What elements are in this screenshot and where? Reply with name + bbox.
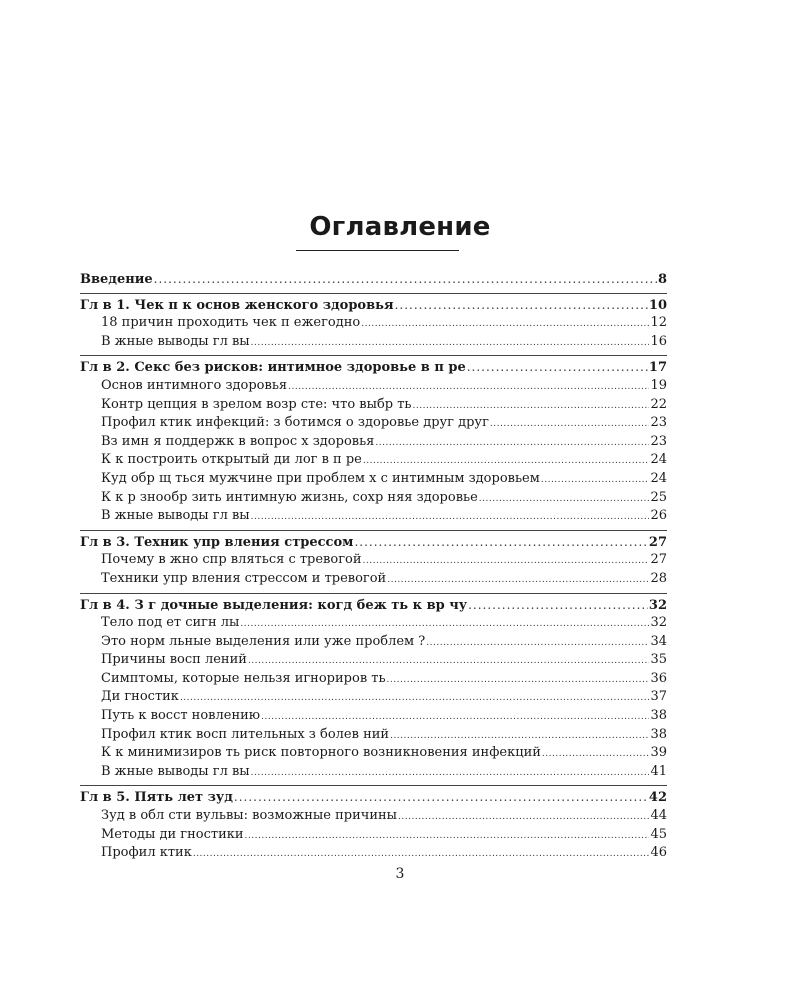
dot-leader	[468, 596, 648, 615]
toc-chapter-title: Введение	[80, 272, 153, 287]
dot-leader	[398, 808, 649, 827]
toc-page-number: 37	[650, 689, 667, 705]
dot-leader	[490, 415, 650, 434]
toc-section	[80, 268, 667, 294]
toc-page-number: 28	[650, 570, 667, 586]
toc-page-number: 44	[650, 808, 667, 824]
toc-page-number: 42	[648, 790, 667, 806]
dot-leader	[193, 845, 650, 864]
toc-page-number: 26	[650, 508, 667, 524]
dot-leader	[387, 671, 650, 690]
toc-page-number: 27	[650, 552, 667, 568]
dot-leader	[479, 490, 650, 509]
toc-section	[80, 531, 667, 594]
toc-page-number: 10	[648, 297, 667, 313]
dot-leader	[413, 397, 650, 416]
toc-entry-title: Профил ктик восп лительных з болев ний	[101, 726, 390, 742]
toc-entry-title: Ди гностик	[101, 689, 179, 705]
toc-chapter-row	[80, 596, 667, 615]
dot-leader	[361, 315, 649, 334]
dot-leader	[248, 652, 650, 671]
toc-chapter-row	[80, 270, 667, 289]
toc-entry-title: К к минимизиров ть риск повторного возникновения инфекций	[101, 745, 541, 761]
toc-page-number: 32	[650, 615, 667, 631]
toc-chapter-title: Гл в 1. Чек п к основ женского здоровья	[80, 297, 394, 313]
dot-leader	[467, 358, 648, 377]
toc-chapter-row	[80, 358, 667, 377]
toc-entry-title: Путь к восст новлению	[101, 708, 261, 724]
toc-entry-row	[80, 507, 667, 526]
toc-entry-row	[80, 614, 667, 633]
toc-entry-row	[80, 651, 667, 670]
toc-page-number: 22	[650, 396, 667, 412]
toc-entry-title: Почему в жно спр вляться с тревогой	[101, 552, 362, 568]
dot-leader	[261, 708, 649, 727]
toc-entry-title: Техники упр вления стрессом и тревогой	[101, 570, 387, 586]
toc-page-number: 36	[650, 670, 667, 686]
toc-entry-title: Это норм льные выделения или уже проблем ?	[101, 633, 426, 649]
toc-entry-title: Симптомы, которые нельзя игнориров ть	[101, 670, 386, 686]
toc-entry-row	[80, 633, 667, 652]
toc-page-number: 41	[650, 763, 667, 779]
toc-entry-title: Профил ктик инфекций: з ботимся о здоровье друг друг	[101, 415, 489, 431]
dot-leader	[387, 571, 649, 590]
toc-entry-title: Методы ди гностики	[101, 826, 244, 842]
toc-page-number: 8	[657, 272, 667, 287]
dot-leader	[234, 788, 648, 807]
toc-entry-title: Контр цепция в зрелом возр сте: что выбр ть	[101, 396, 412, 412]
toc-entry-row	[80, 844, 667, 863]
toc-page-number: 35	[650, 652, 667, 668]
toc-entry-row	[80, 763, 667, 782]
toc-entry-row	[80, 807, 667, 826]
toc-page-number: 23	[650, 415, 667, 431]
dot-leader	[541, 471, 650, 490]
toc-entry-row	[80, 433, 667, 452]
toc-entry-row	[80, 451, 667, 470]
dot-leader	[251, 508, 650, 527]
toc-entry-row	[80, 688, 667, 707]
toc-page-number: 23	[650, 433, 667, 449]
toc-page-number: 17	[648, 360, 667, 376]
toc-entry-title: В жные выводы гл вы	[101, 508, 250, 524]
toc-section	[80, 594, 667, 787]
toc-page-number: 38	[650, 708, 667, 724]
toc-chapter-row	[80, 533, 667, 552]
toc-entry-row	[80, 314, 667, 333]
toc-entry-row	[80, 707, 667, 726]
page-number: 3	[395, 866, 405, 882]
toc-entry-title: Зуд в обл сти вульвы: возможные причины	[101, 808, 398, 824]
dot-leader	[251, 764, 650, 783]
toc-page-number: 25	[650, 489, 667, 505]
toc-page-number: 32	[648, 597, 667, 613]
toc-entry-row	[80, 726, 667, 745]
toc-entry-title: 18 причин проходить чек п ежегодно	[101, 315, 361, 331]
toc-page-number: 46	[650, 845, 667, 861]
dot-leader	[154, 270, 657, 289]
toc-page-number: 12	[650, 315, 667, 331]
toc-entry-title: Тело под ет сигн лы	[101, 615, 240, 631]
toc-page-number: 27	[648, 534, 667, 550]
dot-leader	[180, 689, 650, 708]
toc-section	[80, 294, 667, 357]
toc-entry-row	[80, 570, 667, 589]
toc-entry-title: Профил ктик	[101, 845, 192, 861]
dot-leader	[542, 745, 650, 764]
toc-entry-title: Куд обр щ ться мужчине при проблем х с интимным здоровьем	[101, 470, 540, 486]
toc-section	[80, 786, 667, 866]
toc-entry-row	[80, 489, 667, 508]
dot-leader	[354, 533, 647, 552]
toc-page-number: 38	[650, 726, 667, 742]
dot-leader	[363, 452, 650, 471]
toc-chapter-title: Гл в 4. З г дочные выделения: когд беж ть к вр чу	[80, 597, 468, 613]
toc-entry-row	[80, 826, 667, 845]
toc-entry-title: Вз имн я поддержк в вопрос х здоровья	[101, 433, 375, 449]
toc-page-number: 45	[650, 826, 667, 842]
toc-chapter-row	[80, 788, 667, 807]
toc-entry-title: Основ интимного здоровья	[101, 377, 288, 393]
toc-page-number: 34	[650, 633, 667, 649]
toc-entry-row	[80, 551, 667, 570]
dot-leader	[390, 727, 649, 746]
toc-entry-row	[80, 377, 667, 396]
toc-chapter-title: Гл в 2. Секс без рисков: интимное здоровье в п ре	[80, 360, 466, 376]
page-title: Оглавление	[309, 212, 491, 242]
dot-leader	[251, 334, 650, 353]
toc-page-number: 24	[650, 470, 667, 486]
toc-page-number: 16	[650, 333, 667, 349]
dot-leader	[363, 552, 650, 571]
toc-chapter-row	[80, 296, 667, 315]
toc-page-number: 24	[650, 452, 667, 468]
toc-entry-title: В жные выводы гл вы	[101, 333, 250, 349]
dot-leader	[240, 615, 649, 634]
toc-page-number: 19	[650, 377, 667, 393]
toc-chapter-title: Гл в 3. Техник упр вления стрессом	[80, 534, 354, 550]
toc-entry-row	[80, 396, 667, 415]
toc-entry-row	[80, 470, 667, 489]
dot-leader	[426, 634, 649, 653]
dot-leader	[395, 296, 648, 315]
toc-entry-title: В жные выводы гл вы	[101, 763, 250, 779]
toc-entry-row	[80, 333, 667, 352]
toc-section	[80, 356, 667, 530]
toc-entry-row	[80, 744, 667, 763]
dot-leader	[288, 378, 649, 397]
toc-entry-title: К к построить открытый ди лог в п ре	[101, 452, 362, 468]
dot-leader	[375, 434, 649, 453]
title-underline	[296, 250, 459, 251]
table-of-contents	[80, 268, 667, 867]
toc-entry-title: К к р знообр зить интимную жизнь, сохр няя здоровье	[101, 489, 478, 505]
toc-entry-row	[80, 414, 667, 433]
toc-entry-title: Причины восп лений	[101, 652, 247, 668]
toc-chapter-title: Гл в 5. Пять лет зуд	[80, 790, 233, 806]
dot-leader	[245, 827, 650, 846]
toc-entry-row	[80, 670, 667, 689]
toc-page-number: 39	[650, 745, 667, 761]
